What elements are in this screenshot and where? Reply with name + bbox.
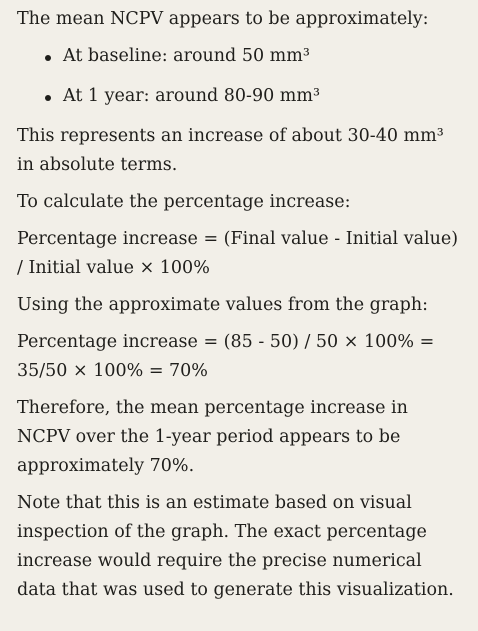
- using-values-text: Using the approximate values from the graph:: [17, 295, 428, 315]
- bullet-one-year: At 1 year: around 80-90 mm³: [17, 82, 462, 111]
- conclusion-text: Therefore, the mean percentage increase in NCPV over the 1-year period appears to be approximately 70%.: [17, 398, 408, 476]
- calc-intro-text: To calculate the percentage increase:: [17, 192, 351, 212]
- bullet-list: [17, 42, 462, 111]
- note-text: Note that this is an estimate based on visual inspection of the graph. The exact percentage increase would require the precise numerical data that was used to generate this visualization.: [17, 493, 454, 600]
- bullet-baseline: At baseline: around 50 mm³: [17, 42, 462, 71]
- formula-text: Percentage increase = (Final value - Initial value) / Initial value × 100%: [17, 229, 459, 278]
- intro-text: The mean NCPV appears to be approximately:: [17, 9, 429, 29]
- increase-text: This represents an increase of about 30-40 mm³ in absolute terms.: [17, 126, 444, 175]
- calculation-text: Percentage increase = (85 - 50) / 50 × 100% = 35/50 × 100% = 70%: [17, 332, 435, 381]
